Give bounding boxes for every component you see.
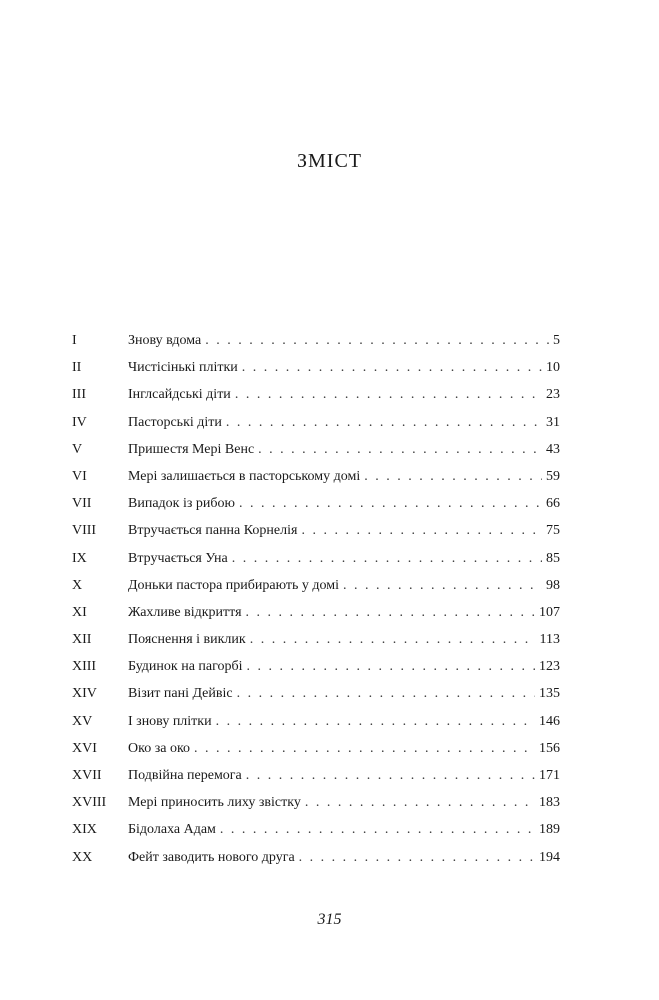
dot-leader xyxy=(247,659,535,675)
chapter-number: XV xyxy=(72,713,93,729)
dot-leader xyxy=(194,741,535,757)
toc-entry xyxy=(72,714,560,741)
chapter-title: Будинок на пагорбі xyxy=(128,659,243,675)
chapter-page: 183 xyxy=(539,795,560,811)
dot-leader xyxy=(246,768,535,784)
dot-leader xyxy=(258,442,542,458)
chapter-number: VIII xyxy=(72,523,97,539)
page-number: 315 xyxy=(317,911,342,928)
dot-leader xyxy=(237,686,535,702)
chapter-title: Бідолаха Адам xyxy=(128,822,216,838)
dot-leader xyxy=(246,605,535,621)
chapter-page: 75 xyxy=(546,523,560,539)
toc-entry xyxy=(72,387,560,414)
chapter-page: 5 xyxy=(553,333,560,348)
chapter-number: XVI xyxy=(72,740,97,756)
toc-entry xyxy=(72,496,560,523)
dot-leader xyxy=(220,822,535,838)
chapter-page: 107 xyxy=(539,604,560,620)
chapter-title: Випадок із рибою xyxy=(128,496,235,512)
toc-entry xyxy=(72,333,560,360)
toc-entry xyxy=(72,686,560,713)
chapter-title: Доньки пастора прибирають у домі xyxy=(128,577,339,593)
toc-entry xyxy=(72,360,560,387)
chapter-title: Чистісінькі плітки xyxy=(128,360,238,376)
dot-leader xyxy=(216,714,535,730)
chapter-page: 135 xyxy=(539,686,560,702)
chapter-title: Око за око xyxy=(128,740,191,756)
chapter-number: XIX xyxy=(72,822,97,838)
toc-entry xyxy=(72,795,560,822)
chapter-number: XX xyxy=(72,849,93,865)
chapter-title: Втручається Уна xyxy=(128,550,228,566)
chapter-number: VII xyxy=(72,496,92,512)
chapter-number: XI xyxy=(72,604,87,620)
dot-leader xyxy=(364,469,542,485)
chapter-number: XVIII xyxy=(72,795,107,811)
chapter-title: Мері приносить лиху звістку xyxy=(128,795,301,811)
toc-entry xyxy=(72,741,560,768)
chapter-title: Фейт заводить нового друга xyxy=(128,849,295,865)
toc-entry xyxy=(72,768,560,795)
chapter-page: 171 xyxy=(539,768,560,783)
dot-leader xyxy=(299,850,535,866)
chapter-title: І знову плітки xyxy=(128,713,212,729)
chapter-number: XIII xyxy=(72,659,97,675)
chapter-title: Пришестя Мері Венс xyxy=(128,441,255,457)
chapter-page: 156 xyxy=(539,740,560,756)
toc-entry xyxy=(72,469,560,496)
dot-leader xyxy=(301,523,542,539)
chapter-page: 66 xyxy=(546,496,560,512)
chapter-page: 23 xyxy=(546,387,560,403)
chapter-number: X xyxy=(72,577,83,593)
dot-leader xyxy=(235,387,542,403)
chapter-number: II xyxy=(72,360,82,376)
chapter-number: XVII xyxy=(72,768,102,783)
toc-entry xyxy=(72,605,560,632)
toc-entry xyxy=(72,551,560,578)
chapter-title: Пояснення і виклик xyxy=(128,632,246,648)
chapter-page: 31 xyxy=(546,414,560,430)
dot-leader xyxy=(250,632,536,648)
chapter-page: 113 xyxy=(539,632,560,648)
toc-entry xyxy=(72,632,560,659)
chapter-title: Мері залишається в пасторському домі xyxy=(128,468,361,484)
dot-leader xyxy=(232,551,542,567)
chapter-number: XII xyxy=(72,632,92,648)
chapter-number: XIV xyxy=(72,686,97,702)
chapter-title: Втручається панна Корнелія xyxy=(128,523,298,539)
dot-leader xyxy=(343,578,542,594)
chapter-page: 123 xyxy=(539,659,560,675)
chapter-page: 10 xyxy=(546,360,560,376)
chapter-title: Пасторські діти xyxy=(128,414,222,430)
toc-entry xyxy=(72,442,560,469)
chapter-number: IX xyxy=(72,550,87,566)
toc-entry xyxy=(72,415,560,442)
chapter-page: 146 xyxy=(539,713,560,729)
chapter-number: V xyxy=(72,441,83,457)
table-of-contents xyxy=(72,333,560,877)
chapter-title: Візит пані Дейвіс xyxy=(128,686,233,702)
chapter-page: 189 xyxy=(539,822,560,838)
chapter-page: 194 xyxy=(539,849,560,865)
toc-entry xyxy=(72,659,560,686)
dot-leader xyxy=(205,333,549,349)
page-title: ЗМІСТ xyxy=(296,150,363,172)
chapter-page: 43 xyxy=(546,441,560,457)
chapter-number: I xyxy=(72,333,77,348)
toc-entry xyxy=(72,850,560,877)
chapter-page: 85 xyxy=(546,550,560,566)
chapter-number: IV xyxy=(72,414,87,430)
dot-leader xyxy=(305,795,535,811)
chapter-title: Подвійна перемога xyxy=(128,768,242,783)
chapter-page: 59 xyxy=(546,468,560,484)
chapter-number: III xyxy=(72,387,86,403)
toc-entry xyxy=(72,578,560,605)
dot-leader xyxy=(226,415,542,431)
dot-leader xyxy=(242,360,542,376)
dot-leader xyxy=(239,496,542,512)
chapter-page: 98 xyxy=(546,577,560,593)
toc-entry xyxy=(72,523,560,550)
chapter-title: Жахливе відкриття xyxy=(128,604,242,620)
toc-entry xyxy=(72,822,560,849)
chapter-title: Інглсайдські діти xyxy=(128,387,231,403)
chapter-title: Знову вдома xyxy=(128,333,202,348)
chapter-number: VI xyxy=(72,468,87,484)
